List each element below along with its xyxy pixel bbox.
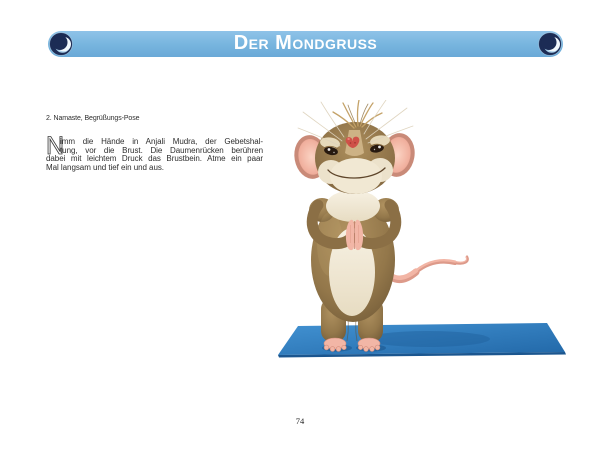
paragraph-line: dabei mit leichtem Druck das Brustbein. Atme ein paar [46,154,263,164]
header-banner [48,31,563,57]
crescent-moon-icon [49,32,73,56]
hair-tufts [333,100,382,128]
page-title: Der Mondgruss [233,32,378,54]
paragraph-line: Mal langsam und tief ein und aus. [46,163,164,173]
mouse-illustration [270,100,576,362]
namaste-hands [346,220,363,250]
crescent-moon-icon [538,32,562,56]
pose-heading: 2. Namaste, Begrüßungs-Pose [46,115,140,122]
mouse-head [315,122,395,194]
mouse-body [309,190,399,322]
paragraph-line: tung, vor die Brust. Die Daumenrücken berühren [60,145,263,155]
drop-cap: N [46,132,65,160]
instruction-paragraph [46,132,263,173]
mouse-tail [384,257,468,280]
page-number: 74 [295,416,305,426]
paragraph-line: imm die Hände in Anjali Mudra, der Gebetshal- [60,137,263,146]
